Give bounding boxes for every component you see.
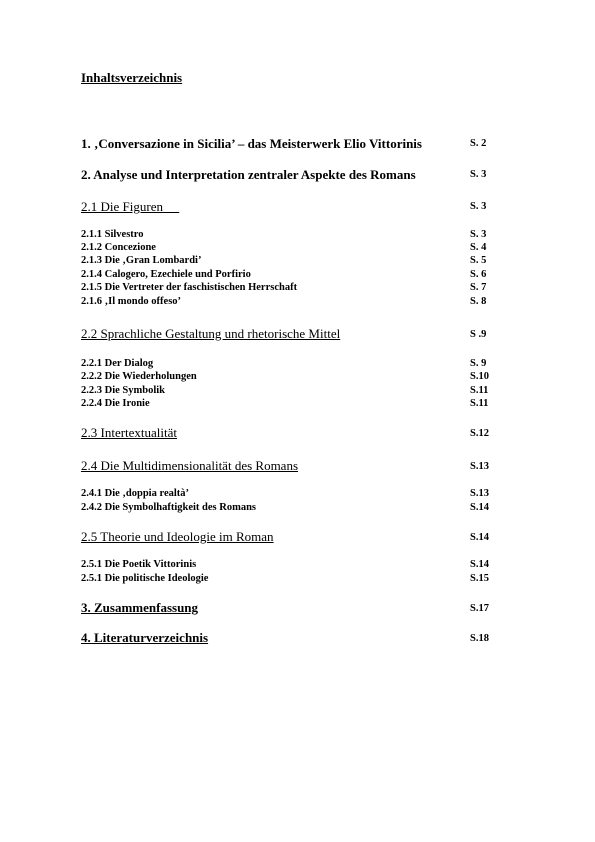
toc-entry-2-2-4: 2.2.4 Die Ironie [81, 398, 150, 409]
toc-page-2-1-3: S. 5 [470, 255, 487, 266]
toc-page-2-1-1: S. 3 [470, 229, 487, 240]
toc-page-2-2-4: S.11 [470, 398, 489, 409]
toc-entry-4: 4. Literaturverzeichnis [81, 630, 209, 645]
toc-title: Inhaltsverzeichnis [81, 70, 183, 85]
toc-entry-2-5: 2.5 Theorie und Ideologie im Roman [81, 529, 274, 544]
toc-page-1: S. 2 [470, 138, 487, 149]
toc-entry-2-1-4: 2.1.4 Calogero, Ezechiele und Porfirio [81, 269, 251, 280]
toc-page-2-5-1: S.14 [470, 559, 489, 570]
toc-entry-1: 1. ‚Conversazione in Sicilia’ – das Meisterwerk Elio Vittorinis [81, 136, 422, 151]
toc-entry-2-5-1: 2.5.1 Die Poetik Vittorinis [81, 559, 197, 570]
toc-page-2-5-2: S.15 [470, 573, 489, 584]
toc-page-2-1: S. 3 [470, 201, 487, 212]
toc-entry-2-4-1: 2.4.1 Die ‚doppia realtà’ [81, 488, 190, 499]
toc-page-2-4: S.13 [470, 461, 489, 472]
toc-entry-2-1-2: 2.1.2 Concezione [81, 242, 156, 253]
toc-entry-2-1-3: 2.1.3 Die ‚Gran Lombardi’ [81, 255, 202, 266]
toc-page-2-2: S .9 [470, 329, 487, 340]
toc-page-2-3: S.12 [470, 428, 489, 439]
toc-entry-2-2: 2.2 Sprachliche Gestaltung und rhetorische Mittel [81, 326, 341, 341]
toc-page-2-2-1: S. 9 [470, 358, 487, 369]
toc-entry-2-1-6: 2.1.6 ‚Il mondo offeso’ [81, 296, 182, 307]
toc-entry-2-3: 2.3 Intertextualität [81, 425, 178, 440]
toc-page-2-1-5: S. 7 [470, 282, 487, 293]
toc-entry-2-1-5: 2.1.5 Die Vertreter der faschistischen Herrschaft [81, 282, 298, 293]
toc-entry-2-2-3: 2.2.3 Die Symbolik [81, 385, 166, 396]
toc-page-2: S. 3 [470, 169, 487, 180]
toc-page-2-4-2: S.14 [470, 502, 489, 513]
toc-page-2-1-4: S. 6 [470, 269, 487, 280]
toc-page-2-1-2: S. 4 [470, 242, 487, 253]
toc-page-3: S.17 [470, 603, 489, 614]
toc-entry-2-4-2: 2.4.2 Die Symbolhaftigkeit des Romans [81, 502, 257, 513]
toc-page-2-2-3: S.11 [470, 385, 489, 396]
toc-page-4: S.18 [470, 633, 489, 644]
toc-page-2-5: S.14 [470, 532, 489, 543]
toc-entry-3: 3. Zusammenfassung [81, 600, 199, 615]
toc-page-2-1-6: S. 8 [470, 296, 487, 307]
toc-entry-2-4: 2.4 Die Multidimensionalität des Romans [81, 458, 299, 473]
toc-entry-2-5-2: 2.5.1 Die politische Ideologie [81, 573, 209, 584]
toc-entry-2-2-1: 2.2.1 Der Dialog [81, 358, 154, 369]
toc-page-2-4-1: S.13 [470, 488, 489, 499]
toc-entry-2: 2. Analyse und Interpretation zentraler Aspekte des Romans [81, 167, 416, 182]
toc-page-2-2-2: S.10 [470, 371, 489, 382]
toc-entry-2-1-1: 2.1.1 Silvestro [81, 229, 144, 240]
toc-entry-2-2-2: 2.2.2 Die Wiederholungen [81, 371, 197, 382]
toc-entry-2-1: 2.1 Die Figuren [81, 199, 163, 214]
